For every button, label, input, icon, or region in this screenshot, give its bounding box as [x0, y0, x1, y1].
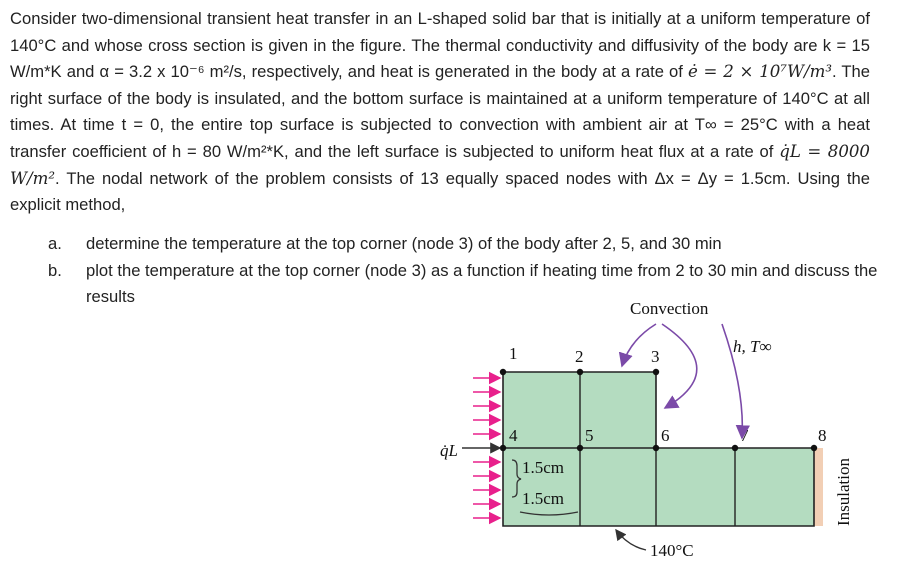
- node-label-6: 6: [661, 426, 670, 445]
- problem-text-part2: . The right surface of the body is insulated, and the bottom surface is maintained at a uniform temperature of 140°C at all times. At time t = 0, the entire top surface is subjected to convection with ambient air at T∞ = 25°C with a heat transfer coefficient of h = 80 W/m²*K, and the left surface is subjected to uniform heat flux at a rate of: [10, 62, 871, 161]
- node-label-7: 7: [740, 426, 749, 445]
- node-label-2: 2: [575, 347, 584, 366]
- node-dot: [577, 369, 583, 375]
- task-text: determine the temperature at the top corner (node 3) of the body after 2, 5, and 30 min: [86, 234, 722, 253]
- node-label-1: 1: [509, 344, 518, 363]
- task-marker: a.: [48, 234, 62, 253]
- heat-flux-expression: q̇L = 8000 W/m²: [10, 141, 870, 188]
- dimension-label-1: 1.5cm: [522, 458, 565, 477]
- node-dot: [500, 445, 506, 451]
- task-text: plot the temperature at the top corner (node 3) as a function if heating time from 2 to 30 min and discuss the results: [86, 260, 878, 307]
- insulation-strip: [814, 448, 823, 526]
- node-label-3: 3: [651, 347, 660, 366]
- problem-text-part3: . The nodal network of the problem consists of 13 equally spaced nodes with Δx = Δy = 1.5cm. Using the explicit method,: [10, 168, 870, 215]
- node-label-5: 5: [585, 426, 594, 445]
- bottom-temperature-label: 140°C: [650, 541, 694, 560]
- qL-label: q̇L: [440, 441, 458, 460]
- node-dot: [653, 369, 659, 375]
- node-dot: [653, 445, 659, 451]
- node-label-4: 4: [509, 426, 518, 445]
- h-tinf-label: h, T∞: [733, 337, 772, 356]
- insulation-label: Insulation: [834, 458, 853, 526]
- convection-arrow: [662, 324, 697, 408]
- heat-generation-expression: ė = 2 × 10⁷W/m³: [687, 62, 832, 82]
- problem-text-part1: Consider two-dimensional transient heat transfer in an L-shaped solid bar that is initially at a uniform temperature of 140°C and whose cross section is given in the figure. The thermal conductivity and diffusivity of the body are k = 15 W/m*K and α = 3.2 x 10⁻⁶ m²/s, respectively, and heat is generated in the body at a rate of: [10, 9, 870, 82]
- node-dot: [732, 445, 738, 451]
- node-dot: [500, 369, 506, 375]
- task-marker: b.: [48, 260, 62, 280]
- node-dot: [811, 445, 817, 451]
- bottom-temperature-arrow: [616, 530, 646, 550]
- node-label-8: 8: [818, 426, 827, 445]
- convection-label: Convection: [630, 299, 709, 318]
- node-dot: [577, 445, 583, 451]
- dimension-label-2: 1.5cm: [522, 489, 565, 508]
